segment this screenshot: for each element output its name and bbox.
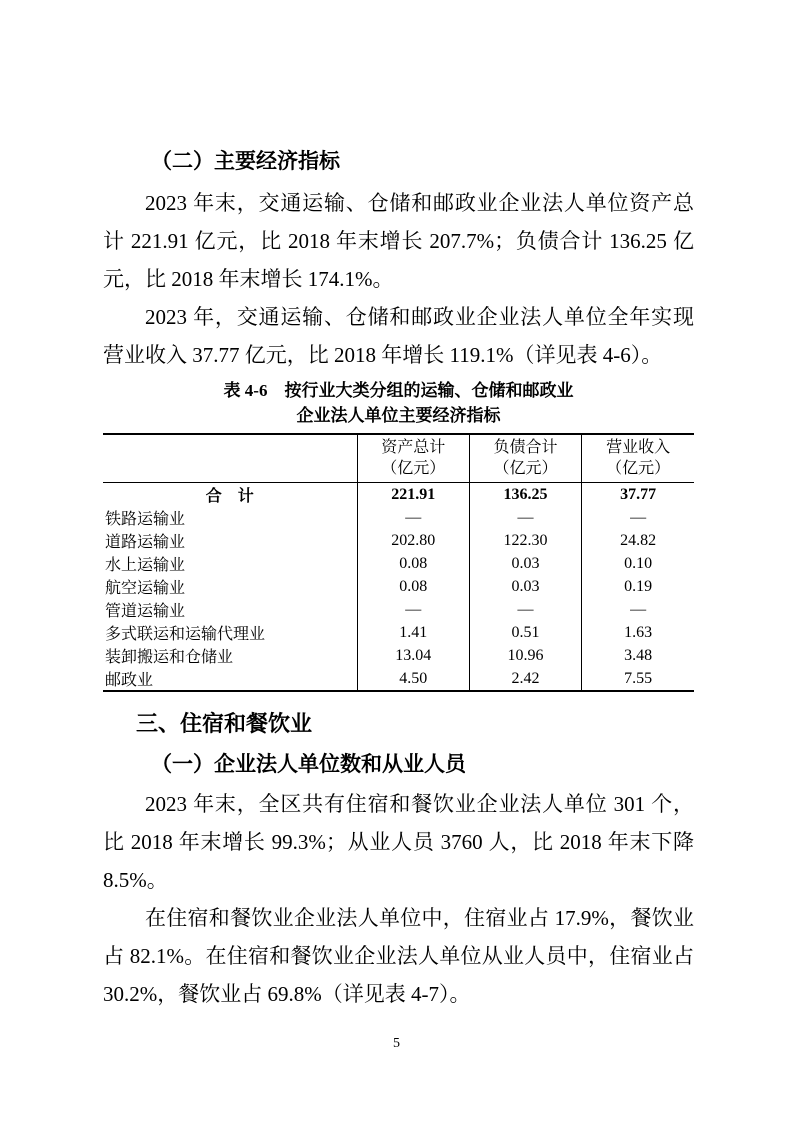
section3-paragraph-1: 2023 年末，全区共有住宿和餐饮业企业法人单位 301 个，比 2018 年末增长 99.3%；从业人员 3760 人，比 2018 年末下降 8.5%。 — [103, 792, 694, 892]
table-row: 道路运输业 202.80 122.30 24.82 — [103, 529, 694, 552]
section3-sub-heading: （一）企业法人单位数和从业人员 — [151, 752, 466, 776]
table-4-6-header — [103, 434, 694, 483]
table-row: 装卸搬运和仓储业 13.04 10.96 3.48 — [103, 644, 694, 667]
table-row-total: 合 计 221.91 136.25 37.77 — [103, 483, 694, 507]
section2-paragraph-2: 2023 年，交通运输、仓储和邮政业企业法人单位全年实现营业收入 37.77 亿元，比 2018 年增长 119.1%（详见表 4-6）。 — [103, 305, 694, 367]
table-4-6 — [103, 433, 694, 692]
table-row: 管道运输业 — — — — [103, 598, 694, 621]
table-4-6-caption — [103, 378, 694, 428]
header-cell-empty — [103, 434, 357, 483]
page-number: 5 — [393, 1036, 400, 1051]
table-row: 铁路运输业 — — — — [103, 506, 694, 529]
table-row: 航空运输业 0.08 0.03 0.19 — [103, 575, 694, 598]
section3-heading: 三、住宿和餐饮业 — [136, 711, 313, 736]
header-cell-liabilities: 负债合计 （亿元） — [469, 434, 581, 483]
table-row: 水上运输业 0.08 0.03 0.10 — [103, 552, 694, 575]
header-cell-revenue: 营业收入 （亿元） — [582, 434, 694, 483]
table-4-6-caption-line1: 表 4-6 按行业大类分组的运输、仓储和邮政业 — [223, 381, 574, 400]
section2-paragraph-1: 2023 年末，交通运输、仓储和邮政业企业法人单位资产总计 221.91 亿元，比 2018 年末增长 207.7%；负债合计 136.25 亿元，比 2018 年末增长 174.1%。 — [103, 191, 694, 291]
section2-heading: （二）主要经济指标 — [151, 149, 340, 173]
table-4-6-body — [103, 483, 694, 692]
header-cell-assets: 资产总计 （亿元） — [357, 434, 469, 483]
table-4-6-caption-line2: 企业法人单位主要经济指标 — [296, 406, 501, 425]
section3-paragraph-2: 在住宿和餐饮业企业法人单位中，住宿业占 17.9%，餐饮业占 82.1%。在住宿和餐饮业企业法人单位从业人员中，住宿业占 30.2%，餐饮业占 69.8%（详见表 4-7）。 — [103, 906, 694, 1006]
table-row: 邮政业 4.50 2.42 7.55 — [103, 667, 694, 691]
page-content — [103, 146, 694, 1013]
table-row: 多式联运和运输代理业 1.41 0.51 1.63 — [103, 621, 694, 644]
